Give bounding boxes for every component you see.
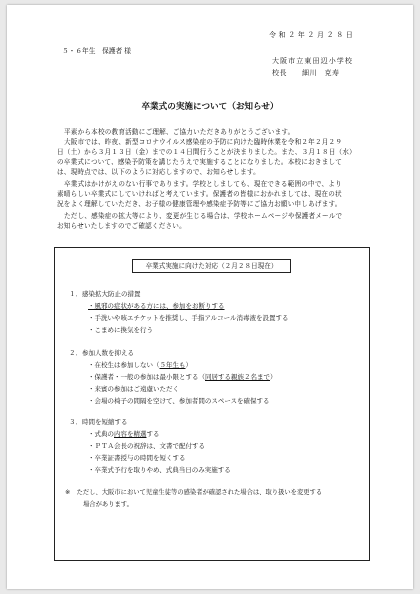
- note-text: ※ ただし、大阪市において児童生徒等の感染者が確認された場合は、取り扱いを変更する: [65, 489, 323, 496]
- list-item: ・在校生は参加しない（５年生も）: [88, 361, 192, 369]
- list-item: ・卒業証書授与の時間を短くする: [88, 454, 186, 462]
- principal-name: 校長 細川 克寿: [272, 69, 340, 77]
- list-item: ・卒業式予行を取りやめ、式典当日のみ実施する: [88, 466, 231, 474]
- list-item: ・保護者・一般の参加は最小限とする（同居する親族２名まで）: [88, 373, 277, 381]
- list-item: ・風邪の症状がある方には、参加をお断りする: [88, 302, 225, 310]
- body-line: は、現時点では、以下のように対応しますので、お知らせします。: [57, 168, 260, 176]
- body-line: ただし、感染症の拡大等により、変更が生じる場合は、学校ホームページや保護者メールで: [64, 212, 343, 220]
- body-line: 況をよく理解していただき、お子様の健康管理や感染症予防等にご協力お願い申しあげます。: [57, 200, 342, 208]
- response-measures-box: [54, 247, 370, 561]
- school-name: 大阪市立東田辺小学校: [272, 57, 353, 65]
- list-item: ・ＰＴＡ会長の祝辞は、文書で配付する: [88, 442, 205, 450]
- body-line: の卒業式について、感染予防策を講じたうえで実施することになりました。本校におきまして: [57, 158, 343, 166]
- list-item: ・会場の椅子の間隔を空けて、参加者間のスペースを確保する: [88, 397, 270, 405]
- document-page: [7, 5, 413, 589]
- body-line: 日（土）から３月１３日（金）までの１４日間行うことが決まりました。また、３月１８日（水）: [57, 148, 356, 156]
- list-item: ・式典の内容を精選する: [88, 430, 160, 438]
- section-heading: ３．時間を短縮する: [69, 418, 128, 426]
- section-heading: ２．参加人数を抑える: [69, 349, 134, 357]
- section-heading: １．感染拡大防止の措置: [69, 290, 141, 298]
- document-title: 卒業式の実施について（お知らせ）: [141, 102, 279, 112]
- list-item: ・こまめに換気を行う: [88, 326, 153, 334]
- box-title: 卒業式実施に向けた対応（２月２８日現在）: [132, 259, 291, 273]
- list-item: ・来賓の参加はご遠慮いただく: [88, 385, 179, 393]
- list-item: ・手洗いや咳エチケットを推奨し、手指アルコール消毒液を設置する: [88, 314, 289, 322]
- letter-recipient: ５・６年生 保護者 様: [62, 47, 131, 55]
- body-line: 素晴らしい卒業式にしていければと考えています。保護者の皆様におかれましては、現在の状: [57, 190, 342, 198]
- body-line: 平素から本校の教育活動にご理解、ご協力いただきありがとうございます。: [64, 128, 295, 136]
- note-text: 場合があります。: [83, 501, 133, 508]
- body-line: お知らせいたしますのでご確認ください。: [57, 222, 186, 230]
- body-line: 卒業式はかけがえのない行事であります。学校としましても、現在できる範囲の中で、より: [64, 180, 342, 188]
- body-line: 大阪市では、昨夜、新型コロナウイルス感染症の予防に向けた臨時休業を令和２年２月２９: [64, 138, 343, 146]
- letter-date: 令和２年２月２８日: [269, 31, 356, 39]
